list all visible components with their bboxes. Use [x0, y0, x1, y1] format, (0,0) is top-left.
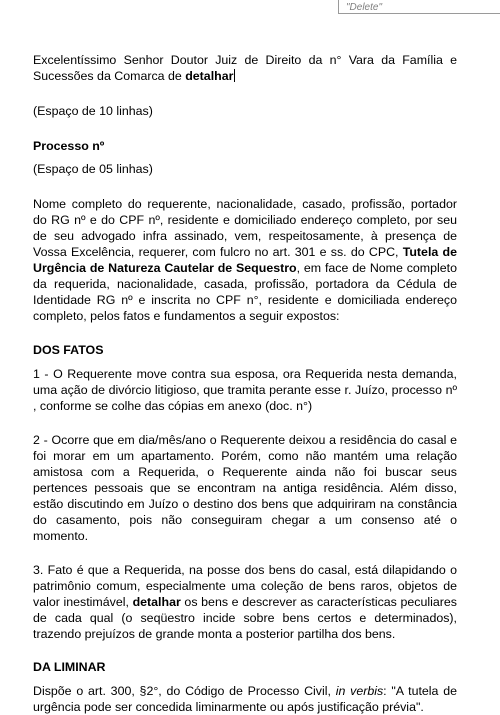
comment-text: "Delete": [346, 2, 383, 13]
spacing-note-05: (Espaço de 05 linhas): [33, 162, 153, 176]
section-heading-liminar: DA LIMINAR: [33, 660, 106, 674]
liminar-italic-text: in verbis: [335, 684, 384, 698]
header-paragraph: [33, 52, 457, 84]
intro-text-1: Nome completo do requerente, nacionalidade, casado, profissão, portador do RG nº e do CPF nº, residente e domiciliado endereço completo, por seu de seu advogado infra assinado, vem, respeitosamente, à presença de Vossa Excelência, requerer, com fulcro no art. 301 e ss. do CPC,: [33, 197, 457, 259]
header-bold-text: detalhar: [185, 69, 234, 83]
liminar-text-1: Dispõe o art. 300, §2°, do Código de Processo Civil,: [33, 684, 336, 698]
fato-3-bold-text: detalhar: [132, 595, 181, 609]
comment-box[interactable]: [338, 0, 500, 14]
section-heading-fatos: DOS FATOS: [33, 343, 104, 357]
spacing-note-10: (Espaço de 10 linhas): [33, 104, 153, 118]
fato-1-paragraph: 1 - O Requerente move contra sua esposa, ora Requerida nesta demanda, uma ação de divórcio litigioso, que tramita perante esse r. Juízo, processo nº , conforme se colhe das cópias em anexo (doc. n°): [33, 367, 457, 413]
intro-bold-text: Tutela de Urgência de Natureza Cautelar de Sequestro: [33, 245, 457, 275]
processo-heading: Processo nº: [33, 139, 105, 153]
intro-text-2: , em face de Nome completo da requerida, nacionalidade, casada, profissão, portadora da Cédula de Identidade RG nº e inscrita no CPF n°, residente e domiciliada endereço completo, pelos fatos e fundamentos a seguir expostos:: [33, 261, 457, 323]
fato-3-text-2: os bens e descrever as características peculiares de cada qual (o seqüestro incide sobre bens certos e determinados), trazendo prejuízos de grande monta a posterior partilha dos bens.: [33, 595, 457, 641]
liminar-paragraph: [33, 683, 457, 715]
intro-paragraph: [33, 196, 457, 324]
fato-2-paragraph: 2 - Ocorre que em dia/mês/ano o Requerente deixou a residência do casal e foi morar em um apartamento. Porém, como não mantém uma relação amistosa com a Requerida, o Requerente ainda não foi buscar seus pertences pessoais que se encontram na antiga residência. Além disso, estão discutindo em Juízo o destino dos bens que adquiriram na constância do casamento, pois não conseguiram chegar a um consenso até o momento.: [33, 433, 457, 543]
document-page: [33, 52, 457, 715]
fato-3-paragraph: [33, 562, 457, 642]
text-cursor: [234, 69, 235, 82]
header-text: Excelentíssimo Senhor Doutor Juiz de Direito da n° Vara da Família e Sucessões da Comarca de: [33, 53, 457, 83]
liminar-text-2: : "A tutela de urgência pode ser concedida liminarmente ou após justificação prévia".: [33, 684, 457, 714]
fato-3-text-1: 3. Fato é que a Requerida, na posse dos bens do casal, está dilapidando o patrimônio comum, especialmente uma coleção de bens raros, objetos de valor inestimável,: [33, 563, 457, 609]
